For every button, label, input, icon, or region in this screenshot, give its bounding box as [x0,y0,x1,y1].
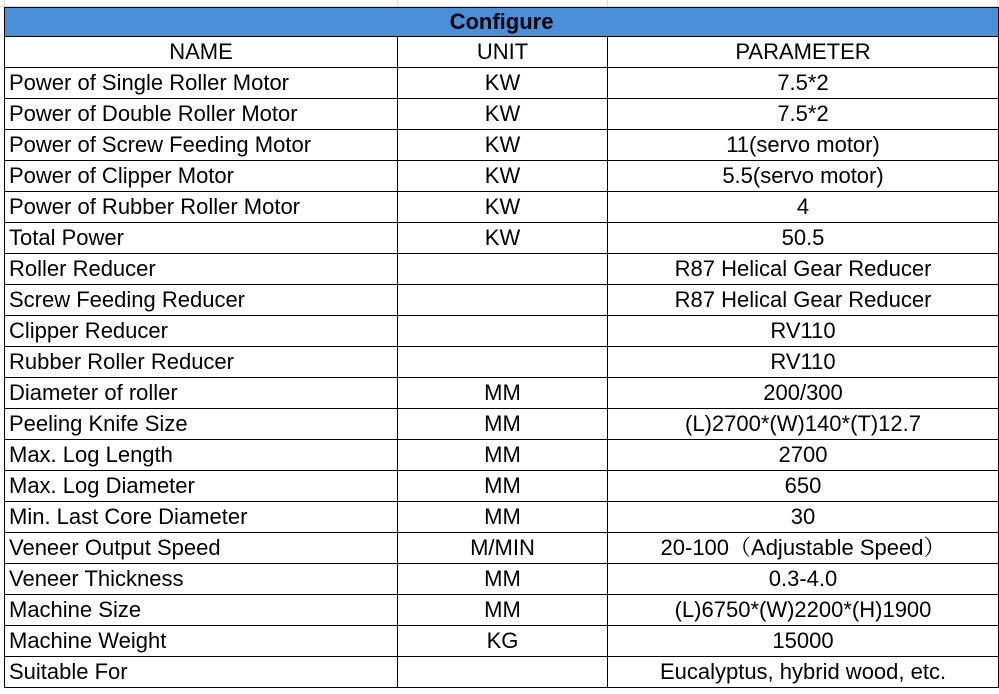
header-parameter[interactable]: PARAMETER [608,37,999,68]
row-unit-cell[interactable] [398,347,608,378]
row-parameter-cell[interactable]: (L)2700*(W)140*(T)12.7 [608,409,999,440]
row-name-cell[interactable]: Machine Size [5,595,398,626]
row-unit-cell[interactable]: KW [398,161,608,192]
row-parameter-cell[interactable]: 20-100（Adjustable Speed） [608,533,999,564]
row-parameter-cell[interactable]: 11(servo motor) [608,130,999,161]
row-parameter-cell[interactable]: 7.5*2 [608,68,999,99]
row-parameter-cell[interactable]: R87 Helical Gear Reducer [608,285,999,316]
row-name-cell[interactable]: Suitable For [5,657,398,688]
table-row [5,68,999,99]
row-name-cell[interactable]: Min. Last Core Diameter [5,502,398,533]
row-unit-cell[interactable]: KW [398,99,608,130]
row-parameter-cell[interactable]: R87 Helical Gear Reducer [608,254,999,285]
row-name-cell[interactable]: Max. Log Length [5,440,398,471]
row-parameter-cell[interactable]: RV110 [608,347,999,378]
row-parameter-cell[interactable]: 15000 [608,626,999,657]
row-name-cell[interactable]: Clipper Reducer [5,316,398,347]
table-header-row [5,37,999,68]
table-row [5,657,999,688]
row-unit-cell[interactable] [398,316,608,347]
row-name-cell[interactable]: Power of Single Roller Motor [5,68,398,99]
gridline [607,0,608,7]
row-parameter-cell[interactable]: Eucalyptus, hybrid wood, etc. [608,657,999,688]
row-parameter-cell[interactable]: 4 [608,192,999,223]
table-row [5,192,999,223]
table-row [5,595,999,626]
header-unit[interactable]: UNIT [398,37,608,68]
table-row [5,378,999,409]
row-unit-cell[interactable]: M/MIN [398,533,608,564]
row-parameter-cell[interactable]: 50.5 [608,223,999,254]
row-parameter-cell[interactable]: RV110 [608,316,999,347]
configure-table [4,7,999,688]
row-name-cell[interactable]: Power of Double Roller Motor [5,99,398,130]
row-parameter-cell[interactable]: 30 [608,502,999,533]
row-parameter-cell[interactable]: 200/300 [608,378,999,409]
row-name-cell[interactable]: Peeling Knife Size [5,409,398,440]
table-row [5,130,999,161]
row-unit-cell[interactable]: KG [398,626,608,657]
row-unit-cell[interactable]: MM [398,595,608,626]
table-row [5,440,999,471]
row-unit-cell[interactable]: KW [398,130,608,161]
table-row [5,99,999,130]
row-parameter-cell[interactable]: 2700 [608,440,999,471]
row-unit-cell[interactable]: KW [398,68,608,99]
row-name-cell[interactable]: Total Power [5,223,398,254]
row-name-cell[interactable]: Machine Weight [5,626,398,657]
row-parameter-cell[interactable]: 0.3-4.0 [608,564,999,595]
row-name-cell[interactable]: Veneer Thickness [5,564,398,595]
table-row [5,564,999,595]
table-row [5,223,999,254]
row-unit-cell[interactable]: KW [398,192,608,223]
row-parameter-cell[interactable]: 7.5*2 [608,99,999,130]
row-parameter-cell[interactable]: (L)6750*(W)2200*(H)1900 [608,595,999,626]
row-unit-cell[interactable]: MM [398,502,608,533]
table-title-row [5,8,999,37]
row-name-cell[interactable]: Roller Reducer [5,254,398,285]
gridline [4,0,5,7]
configure-table-sheet [4,7,998,688]
row-unit-cell[interactable]: KW [398,223,608,254]
row-parameter-cell[interactable]: 5.5(servo motor) [608,161,999,192]
table-row [5,254,999,285]
row-parameter-cell[interactable]: 650 [608,471,999,502]
table-row [5,626,999,657]
gridline [997,0,998,7]
row-unit-cell[interactable]: MM [398,378,608,409]
table-row [5,347,999,378]
table-title[interactable]: Configure [5,8,999,37]
row-name-cell[interactable]: Screw Feeding Reducer [5,285,398,316]
row-unit-cell[interactable]: MM [398,471,608,502]
spreadsheet-gridline-top [0,0,999,7]
table-row [5,316,999,347]
row-name-cell[interactable]: Veneer Output Speed [5,533,398,564]
row-name-cell[interactable]: Rubber Roller Reducer [5,347,398,378]
row-name-cell[interactable]: Power of Rubber Roller Motor [5,192,398,223]
table-row [5,409,999,440]
header-name[interactable]: NAME [5,37,398,68]
row-name-cell[interactable]: Diameter of roller [5,378,398,409]
row-name-cell[interactable]: Power of Clipper Motor [5,161,398,192]
table-row [5,502,999,533]
row-name-cell[interactable]: Power of Screw Feeding Motor [5,130,398,161]
gridline [397,0,398,7]
row-unit-cell[interactable] [398,285,608,316]
table-body [5,68,999,688]
table-row [5,471,999,502]
row-unit-cell[interactable]: MM [398,440,608,471]
row-unit-cell[interactable]: MM [398,564,608,595]
row-unit-cell[interactable] [398,657,608,688]
table-row [5,285,999,316]
table-row [5,161,999,192]
row-unit-cell[interactable]: MM [398,409,608,440]
row-unit-cell[interactable] [398,254,608,285]
row-name-cell[interactable]: Max. Log Diameter [5,471,398,502]
table-row [5,533,999,564]
